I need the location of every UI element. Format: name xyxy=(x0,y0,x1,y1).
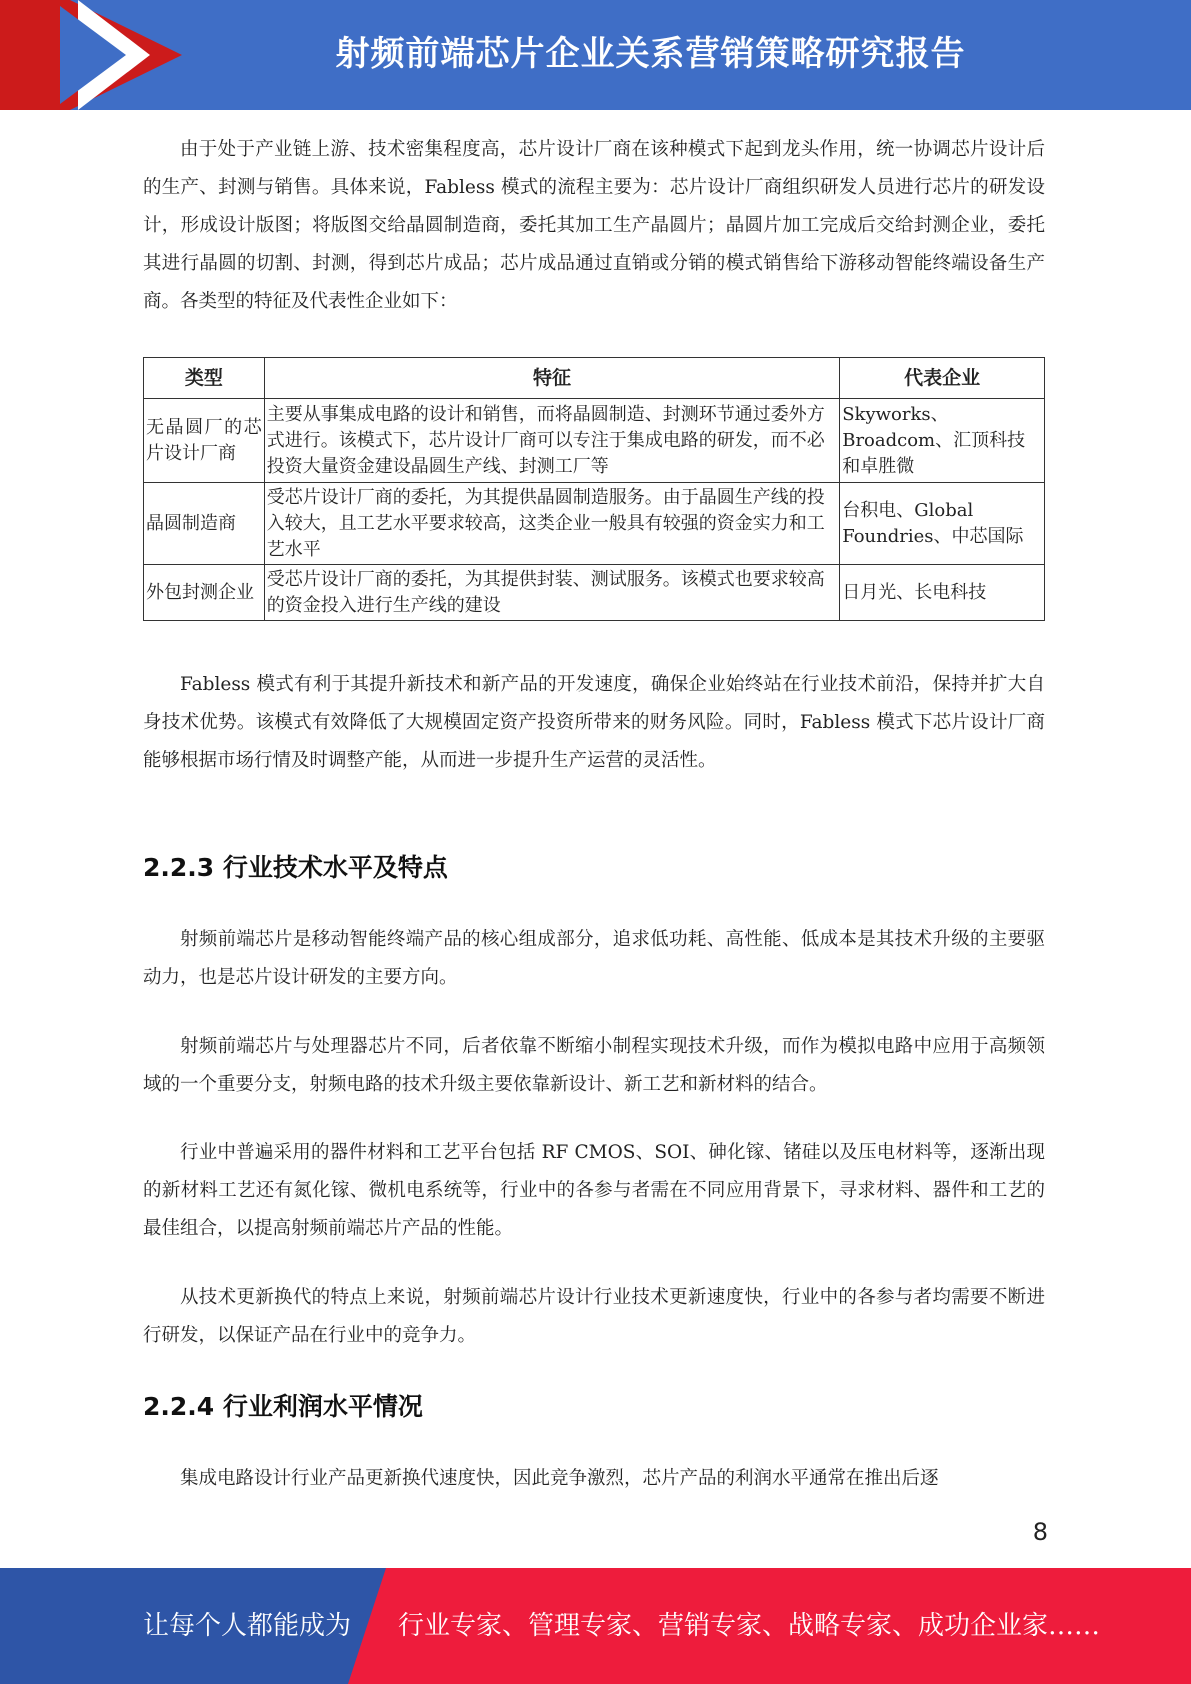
paragraph-tech-update: 从技术更新换代的特点上来说，射频前端芯片设计行业技术更新速度快，行业中的各参与者均需要不断进行研发，以保证产品在行业中的竞争力。 xyxy=(143,1287,1045,1346)
paragraph-fabless-advantages: Fabless 模式有利于其提升新技术和新产品的开发速度，确保企业始终站在行业技术前沿，保持并扩大自身技术优势。该模式有效降低了大规模固定资产投资所带来的财务风险。同时，Fabless 模式下芯片设计厂商能够根据市场行情及时调整产能，从而进一步提升生产运营的灵活性。 xyxy=(143,674,1045,771)
table-cell-companies: Skyworks、Broadcom、汇顶科技和卓胜微 xyxy=(840,399,1045,483)
page-footer xyxy=(0,1568,1191,1684)
paragraph-profit: 集成电路设计行业产品更新换代速度快，因此竞争激烈，芯片产品的利润水平通常在推出后逐 xyxy=(180,1468,939,1489)
table-header-type: 类型 xyxy=(144,358,265,399)
page-number: 8 xyxy=(1032,1518,1048,1546)
section-heading-2-2-3: 2.2.3 行业技术水平及特点 xyxy=(143,853,448,882)
table-cell-type: 晶圆制造商 xyxy=(144,483,265,565)
table-cell-companies: 台积电、Global Foundries、中芯国际 xyxy=(840,483,1045,565)
paragraph-rf-core: 射频前端芯片是移动智能终端产品的核心组成部分，追求低功耗、高性能、低成本是其技术升级的主要驱动力，也是芯片设计研发的主要方向。 xyxy=(143,929,1045,988)
paragraph-fabless-process: 由于处于产业链上游、技术密集程度高，芯片设计厂商在该种模式下起到龙头作用，统一协调芯片设计后的生产、封测与销售。具体来说，Fabless 模式的流程主要为：芯片设计厂商组织研发人员进行芯片的研发设计，形成设计版图；将版图交给晶圆制造商，委托其加工生产晶圆片；晶圆片加工完成后交给封测企业，委托其进行晶圆的切割、封测，得到芯片成品；芯片成品通过直销或分销的模式销售给下游移动智能终端设备生产商。各类型的特征及代表性企业如下： xyxy=(143,139,1045,312)
table-row xyxy=(144,483,1045,565)
paragraph-materials: 行业中普遍采用的器件材料和工艺平台包括 RF CMOS、SOI、砷化镓、锗硅以及压电材料等，逐渐出现的新材料工艺还有氮化镓、微机电系统等，行业中的各参与者需在不同应用背景下，寻求材料、器件和工艺的最佳组合，以提高射频前端芯片产品的性能。 xyxy=(143,1142,1045,1239)
table-header-companies: 代表企业 xyxy=(840,358,1045,399)
table-header-feature: 特征 xyxy=(264,358,840,399)
enterprise-type-table xyxy=(143,357,1045,621)
table-cell-companies: 日月光、长电科技 xyxy=(840,565,1045,621)
table-cell-feature: 主要从事集成电路的设计和销售，而将晶圆制造、封测环节通过委外方式进行。该模式下，芯片设计厂商可以专注于集成电路的研发，而不必投资大量资金建设晶圆生产线、封测工厂等 xyxy=(264,399,840,483)
table-cell-type: 外包封测企业 xyxy=(144,565,265,621)
section-heading-2-2-4: 2.2.4 行业利润水平情况 xyxy=(143,1392,423,1421)
table-header-row xyxy=(144,358,1045,399)
table-row xyxy=(144,399,1045,483)
table-row xyxy=(144,565,1045,621)
table-cell-feature: 受芯片设计厂商的委托，为其提供晶圆制造服务。由于晶圆生产线的投入较大，且工艺水平要求较高，这类企业一般具有较强的资金实力和工艺水平 xyxy=(264,483,840,565)
table-cell-type: 无晶圆厂的芯片设计厂商 xyxy=(144,399,265,483)
page-header xyxy=(0,0,1191,110)
footer-slogan-left: 让每个人都能成为 xyxy=(143,1611,352,1641)
report-title: 射频前端芯片企业关系营销策略研究报告 xyxy=(335,34,966,74)
footer-slogan-right: 行业专家、管理专家、营销专家、战略专家、成功企业家…… xyxy=(398,1611,1101,1641)
table-cell-feature: 受芯片设计厂商的委托，为其提供封装、测试服务。该模式也要求较高的资金投入进行生产线的建设 xyxy=(264,565,840,621)
header-blue-chevron-cut xyxy=(60,6,126,104)
footer-blue-slant xyxy=(348,1568,386,1684)
paragraph-rf-vs-processor: 射频前端芯片与处理器芯片不同，后者依靠不断缩小制程实现技术升级，而作为模拟电路中应用于高频领域的一个重要分支，射频电路的技术升级主要依靠新设计、新工艺和新材料的结合。 xyxy=(143,1036,1045,1095)
